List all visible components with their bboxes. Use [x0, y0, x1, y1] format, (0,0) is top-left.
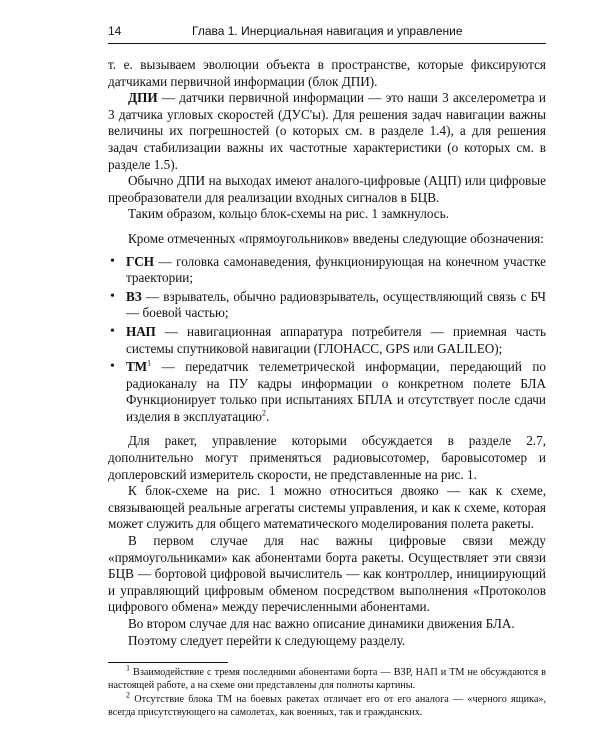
term-tm-tail: .	[266, 408, 270, 424]
term-nap: НАП	[126, 323, 156, 339]
paragraph-3: Обычно ДПИ на выходах имеют аналого-цифровые (АЦП) или цифровые преобразователи для реализации входных сигналов в БЦВ.	[108, 173, 546, 205]
body-text	[108, 57, 546, 649]
term-gsn-text: — головка самонаведения, функционирующая на конечном участке траектории;	[126, 253, 546, 286]
term-vz-text: — взрыватель, обычно радиовзрыватель, осуществляющий связь с БЧ — боевой частью;	[126, 288, 546, 321]
bullet-icon: •	[110, 253, 115, 269]
footnote-mark-2: 2	[126, 690, 130, 700]
footnote-ref-2: 2	[262, 408, 267, 418]
footnotes	[108, 663, 546, 720]
term-tm: ТМ	[126, 359, 148, 375]
paragraph-5: Кроме отмеченных «прямоугольников» введены следующие обозначения:	[128, 230, 544, 246]
list-item-vz	[108, 289, 546, 322]
term-vz: ВЗ	[126, 288, 142, 304]
term-dpi: ДПИ	[128, 90, 158, 106]
paragraph-6: Для ракет, управление которыми обсуждается в разделе 2.7, дополнительно могут применяться радиовысотомер, баровысотомер и доплеровский измеритель скорости, не представленные на рис. 1.	[108, 433, 546, 482]
bullet-icon: •	[110, 359, 115, 375]
list-item-gsn	[108, 254, 546, 287]
paragraph-9: Во втором случае для нас важно описание динамики движения БЛА.	[128, 616, 515, 631]
paragraph-dpi-text: — датчики первичной информации — это наши 3 акселерометра и 3 датчика угловых скоростей (ДУС'ы). Для решения задач навигации важны величины их погрешностей (о которых см. в разделе 1.4), а для решения задач стабилизации важны их частотные характеристики (о которых см. в разделе 1.5).	[108, 90, 546, 172]
list-item-nap	[108, 324, 546, 357]
bullet-icon: •	[110, 323, 115, 339]
footnote-1-text: Взаимодействие с тремя последними абонентами борта — ВЗР, НАП и ТМ не обсуждаются в настоящей работе, а на схеме они представлены для полноты картины.	[108, 667, 546, 692]
term-nap-text: — навигационная аппаратура потребителя — приемная часть системы спутниковой навигации (ГЛОНАСС, GPS или GALILEO);	[126, 323, 546, 356]
footnote-ref-1: 1	[147, 358, 152, 368]
paragraph-dpi	[108, 90, 546, 173]
paragraph-4: Таким образом, кольцо блок-схемы на рис. 1 замкнулось.	[128, 206, 449, 222]
footnote-2-text: Отсутствие блока ТМ на боевых ракетах отличает его от его аналога — «черного ящика», всегда присутствующего на самолетах, как военных, так и гражданских.	[108, 693, 546, 719]
footnote-2	[108, 690, 546, 720]
paragraph-8: В первом случае для нас важны цифровые связи между «прямоугольниками» как абонентами борта ракеты. Осуществляет эти связи БЦВ — бортовой цифровой вычислитель — как контроллер, инициирующий и управляющий цифровым обменом посредством выполнения «Протоколов цифрового обмена» между перечисленными абонентами.	[108, 533, 546, 615]
footnote-mark-1: 1	[126, 663, 130, 673]
paragraph-1: т. е. вызываем эволюции объекта в пространстве, которые фиксируются датчиками первичной информации (блок ДПИ).	[108, 57, 546, 89]
running-header	[108, 23, 546, 44]
term-gsn: ГСН	[126, 253, 154, 269]
chapter-title: Глава 1. Инерциальная навигация и управление	[192, 24, 463, 38]
paragraph-10: Поэтому следует перейти к следующему разделу.	[128, 632, 406, 648]
term-tm-text: — передатчик телеметрической информации, передающий по радиоканалу на ПУ кадры информации о конкретном полете БЛА Функционирует только при испытаниях БПЛА и отсутствует после сдачи изделия в эксплуатацию	[126, 359, 546, 424]
list-item-tm	[108, 359, 546, 425]
page-number: 14	[108, 24, 122, 38]
bullet-icon: •	[110, 288, 115, 304]
designations-list	[108, 254, 546, 426]
paragraph-7: К блок-схеме на рис. 1 можно относиться двояко — как к схеме, связывающей реальные агрегаты системы управления, и как к схеме, которая может служить для общего математического моделирования полета ракеты.	[108, 483, 546, 532]
footnote-1	[108, 663, 546, 693]
